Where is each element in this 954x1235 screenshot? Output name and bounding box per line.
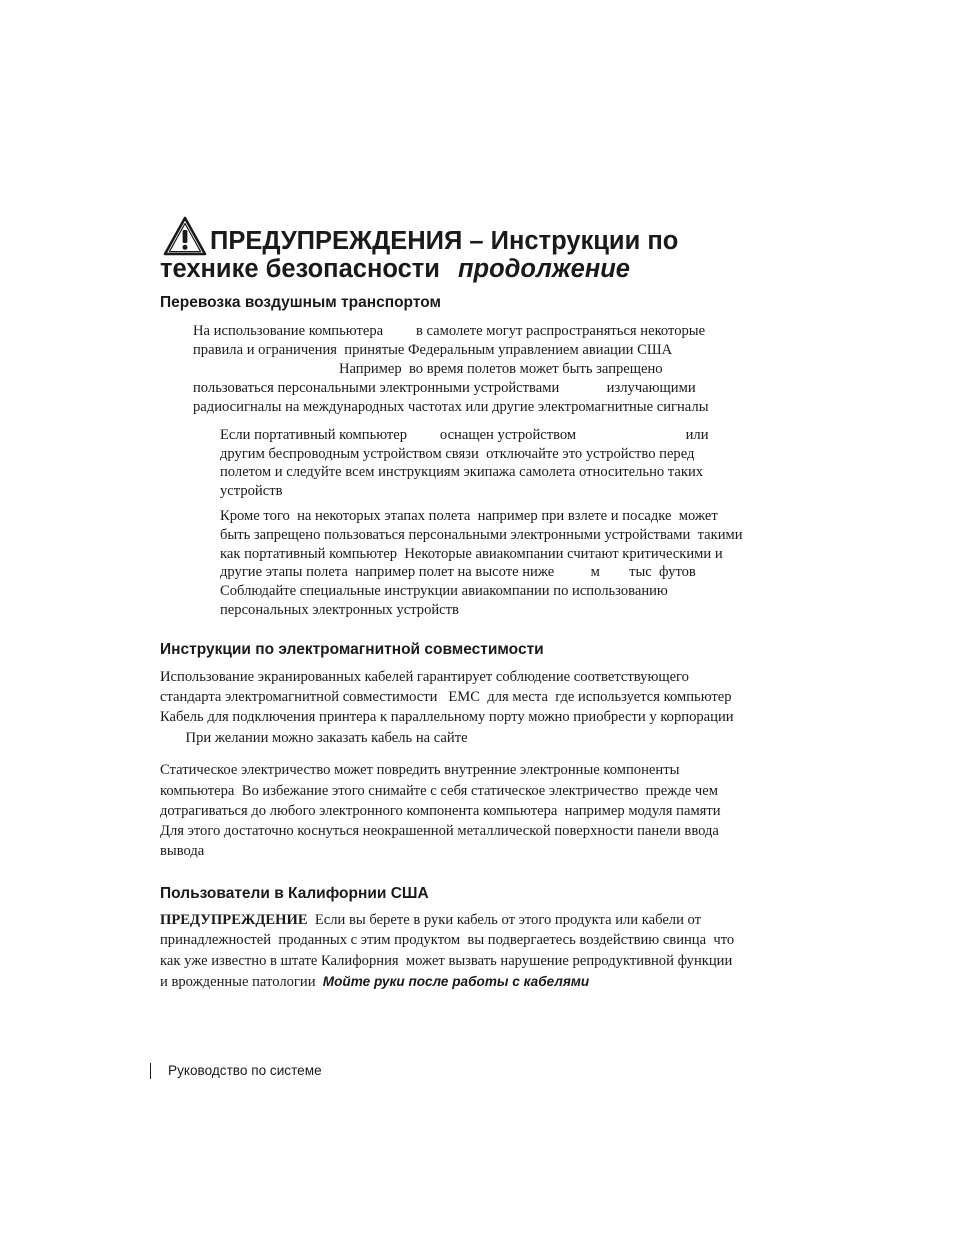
paragraph-line: принадлежностей проданных с этим продуктом вы подвергаетесь воздействию свинца что xyxy=(160,932,735,948)
paragraph-line: Использование экранированных кабелей гарантирует соблюдение соответствующего xyxy=(160,669,689,685)
warning-label: ПРЕДУПРЕЖДЕНИЕ xyxy=(160,912,308,928)
paragraph-text: и врожденные патологии xyxy=(160,974,323,990)
paragraph-line: Для этого достаточно коснуться неокрашенной металлической поверхности панели ввода xyxy=(160,823,719,839)
bullet-line: быть запрещено пользоваться персональными электронными устройствами такими xyxy=(220,527,743,543)
bullet-line: Если портативный компьютер оснащен устройством или xyxy=(220,427,709,443)
wash-hands-emphasis: Мойте руки после работы с кабелями xyxy=(322,974,590,989)
paragraph-text: Если вы берете в руки кабель от этого продукта или кабели от xyxy=(307,912,702,928)
footer-label: Руководство по системе xyxy=(168,1063,322,1078)
footer-divider xyxy=(150,1063,151,1079)
paragraph-line: При желании можно заказать кабель на сайте xyxy=(160,730,468,746)
paragraph-line: Кабель для подключения принтера к параллельному порту можно приобрести у корпорации xyxy=(160,709,734,725)
paragraph-line xyxy=(160,911,701,930)
section-heading-air-travel: Перевозка воздушным транспортом xyxy=(160,294,441,311)
bullet-line: как портативный компьютер Некоторые авиакомпании считают критическими и xyxy=(220,546,723,562)
paragraph-line: компьютера Во избежание этого снимайте с себя статическое электричество прежде чем xyxy=(160,783,718,799)
warning-triangle-icon xyxy=(163,216,207,256)
page-title-text: технике безопасности xyxy=(160,255,440,283)
paragraph-line: На использование компьютера в самолете могут распространяться некоторые xyxy=(193,323,706,339)
paragraph-line: Например во время полетов может быть запрещено xyxy=(193,361,663,377)
bullet-line: полетом и следуйте всем инструкциям экипажа самолета относительно таких xyxy=(220,464,704,480)
page-title-line-2 xyxy=(160,254,630,284)
page-title-line-1: ПРЕДУПРЕЖДЕНИЯ – Инструкции по xyxy=(210,227,679,255)
bullet-line: персональных электронных устройств xyxy=(220,602,459,618)
paragraph-line: дотрагиваться до любого электронного компонента компьютера например модуля памяти xyxy=(160,803,721,819)
bullet-line: Кроме того на некоторых этапах полета например при взлете и посадке может xyxy=(220,508,718,524)
section-heading-california: Пользователи в Калифорнии США xyxy=(160,885,429,902)
paragraph-line: радиосигналы на международных частотах или другие электромагнитные сигналы xyxy=(193,399,709,415)
paragraph-line xyxy=(160,972,589,992)
bullet-line: другие этапы полета например полет на высоте ниже м тыс футов xyxy=(220,564,696,580)
paragraph-line: стандарта электромагнитной совместимости EMC для места где используется компьютер xyxy=(160,689,732,705)
bullet-line: Соблюдайте специальные инструкции авиакомпании по использованию xyxy=(220,583,668,599)
paragraph-line: Статическое электричество может повредить внутренние электронные компоненты xyxy=(160,762,680,778)
paragraph-line: как уже известно в штате Калифорния может вызвать нарушение репродуктивной функции xyxy=(160,953,733,969)
paragraph-line: вывода xyxy=(160,843,205,859)
bullet-line: устройств xyxy=(220,483,283,499)
title-continued-label: продолжение xyxy=(457,255,630,283)
bullet-line: другим беспроводным устройством связи отключайте это устройство перед xyxy=(220,446,695,462)
section-heading-emc: Инструкции по электромагнитной совместимости xyxy=(160,641,544,658)
paragraph-line: правила и ограничения принятые Федеральным управлением авиации США xyxy=(193,342,673,358)
paragraph-line: пользоваться персональными электронными устройствами излучающими xyxy=(193,380,696,396)
